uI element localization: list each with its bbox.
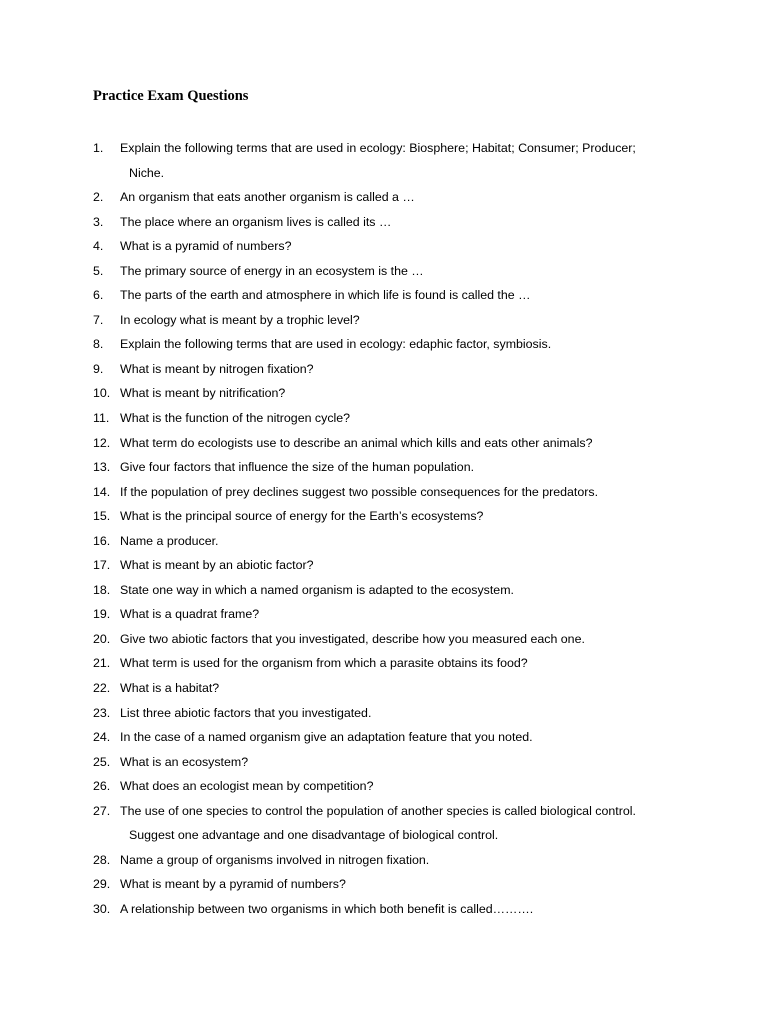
question-number: 27. (93, 803, 111, 818)
question-number: 30. (93, 901, 111, 916)
question-number: 12. (93, 435, 111, 450)
question-text: List three abiotic factors that you investigated. (120, 705, 372, 720)
question-item (93, 801, 693, 850)
question-number: 22. (93, 681, 111, 696)
question-number: 6. (93, 288, 104, 303)
question-text: Name a producer. (120, 533, 219, 548)
question-item (93, 629, 693, 654)
page-title: Practice Exam Questions (93, 88, 249, 104)
question-text: What is a quadrat frame? (120, 607, 260, 622)
question-item (93, 703, 693, 728)
question-item (93, 187, 693, 212)
question-item (93, 285, 693, 310)
question-number: 10. (93, 386, 111, 401)
question-text: Give four factors that influence the size of the human population. (120, 460, 475, 475)
question-item (93, 555, 693, 580)
question-number: 5. (93, 263, 104, 278)
question-text: What is an ecosystem? (120, 754, 249, 769)
question-number: 24. (93, 730, 111, 745)
question-item (93, 678, 693, 703)
question-item (93, 433, 693, 458)
question-text: What is meant by a pyramid of numbers? (120, 877, 346, 892)
question-continuation: Suggest one advantage and one disadvantage of biological control. (129, 828, 499, 843)
question-item (93, 236, 693, 261)
question-number: 3. (93, 214, 104, 229)
question-number: 7. (93, 312, 104, 327)
question-number: 20. (93, 631, 111, 646)
question-item (93, 359, 693, 384)
question-text: What is meant by nitrification? (120, 386, 286, 401)
question-number: 28. (93, 852, 111, 867)
question-number: 26. (93, 779, 111, 794)
question-continuation: Niche. (129, 165, 165, 180)
question-item (93, 408, 693, 433)
question-list (93, 138, 693, 924)
question-item (93, 752, 693, 777)
question-item (93, 776, 693, 801)
question-number: 29. (93, 877, 111, 892)
question-number: 8. (93, 337, 104, 352)
question-text: A relationship between two organisms in which both benefit is called………. (120, 901, 534, 916)
question-item (93, 850, 693, 875)
question-number: 19. (93, 607, 111, 622)
question-text: What does an ecologist mean by competition? (120, 779, 374, 794)
question-number: 14. (93, 484, 111, 499)
question-text: What is the principal source of energy for the Earth’s ecosystems? (120, 509, 484, 524)
question-number: 21. (93, 656, 111, 671)
question-item (93, 604, 693, 629)
question-item (93, 727, 693, 752)
question-item (93, 874, 693, 899)
question-number: 17. (93, 558, 111, 573)
question-text: What term do ecologists use to describe an animal which kills and eats other animals? (120, 435, 593, 450)
question-text: State one way in which a named organism is adapted to the ecosystem. (120, 582, 514, 597)
question-text: What is meant by nitrogen fixation? (120, 361, 314, 376)
question-text: The parts of the earth and atmosphere in which life is found is called the … (120, 288, 531, 303)
question-number: 9. (93, 361, 104, 376)
question-text: What is the function of the nitrogen cycle? (120, 411, 351, 426)
question-number: 13. (93, 460, 111, 475)
question-text: In the case of a named organism give an adaptation feature that you noted. (120, 730, 533, 745)
question-number: 11. (93, 411, 110, 426)
question-number: 18. (93, 582, 111, 597)
question-item (93, 310, 693, 335)
question-item (93, 261, 693, 286)
question-number: 15. (93, 509, 111, 524)
question-text: What is a pyramid of numbers? (120, 239, 292, 254)
question-item (93, 334, 693, 359)
question-number: 2. (93, 190, 104, 205)
question-number: 23. (93, 705, 111, 720)
question-number: 4. (93, 239, 104, 254)
question-text: Explain the following terms that are used in ecology: Biosphere; Habitat; Consumer; Producer; (120, 141, 636, 155)
question-number: 16. (93, 533, 111, 548)
question-text: In ecology what is meant by a trophic level? (120, 312, 360, 327)
question-text: The use of one species to control the population of another species is called biological control. (120, 803, 636, 818)
question-text: An organism that eats another organism is called a … (120, 190, 415, 205)
question-text: What term is used for the organism from which a parasite obtains its food? (120, 656, 528, 671)
question-number: 1. (93, 141, 104, 155)
question-item (93, 580, 693, 605)
question-item (93, 899, 693, 924)
question-item (93, 138, 693, 187)
question-text: Name a group of organisms involved in nitrogen fixation. (120, 852, 430, 867)
question-text: Give two abiotic factors that you investigated, describe how you measured each one. (120, 631, 585, 646)
question-text: What is meant by an abiotic factor? (120, 558, 314, 573)
question-item (93, 482, 693, 507)
question-number: 25. (93, 754, 111, 769)
question-text: The place where an organism lives is called its … (120, 214, 392, 229)
question-text: What is a habitat? (120, 681, 220, 696)
question-item (93, 212, 693, 237)
question-item (93, 383, 693, 408)
question-item (93, 531, 693, 556)
question-item (93, 653, 693, 678)
question-text: The primary source of energy in an ecosystem is the … (120, 263, 424, 278)
question-item (93, 457, 693, 482)
question-text: If the population of prey declines suggest two possible consequences for the predators. (120, 484, 599, 499)
question-text: Explain the following terms that are used in ecology: edaphic factor, symbiosis. (120, 337, 552, 352)
question-item (93, 506, 693, 531)
